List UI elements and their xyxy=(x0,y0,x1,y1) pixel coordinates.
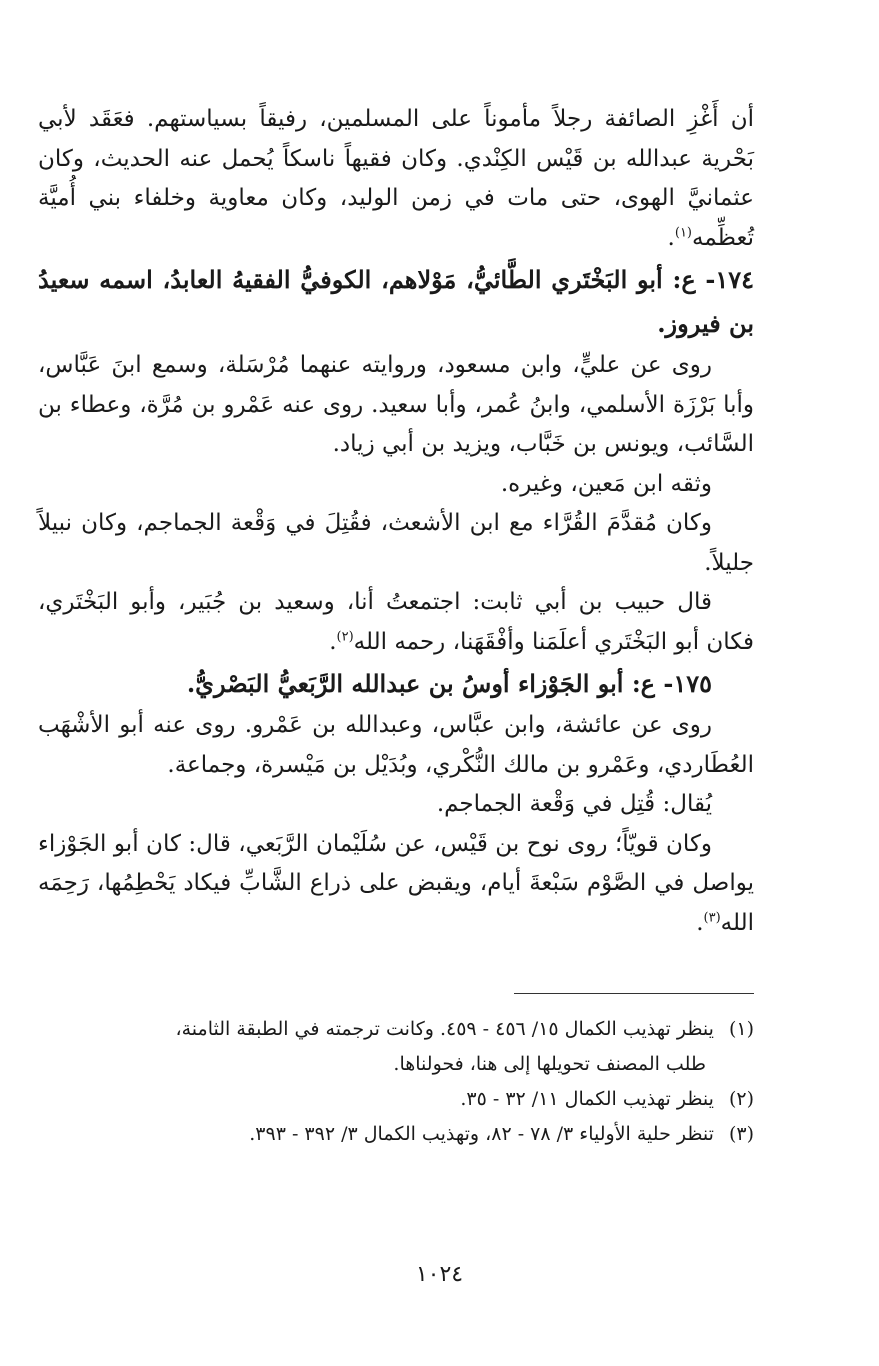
footnote-1-continuation: طلب المصنف تحويلها إلى هنا، فحولناها. xyxy=(393,1053,706,1075)
paragraph-continuation: أن أَغْزِ الصائفة رجلاً مأموناً على المسلمين، رفيقاً بسياستهم. فعَقَد لأبي بَحْرية عبدالله بن قَيْس الكِنْدي. وكان فقيهاً ناسكاً يُحمل عنه الحديث، وكان عثمانيَّ الهوى، حتى مات في زمن الوليد، وكان معاوية وخلفاء بني أُميَّة تُعظِّمه$^{(١)}$. xyxy=(38,106,754,251)
paragraph-narrators-175: روى عن عائشة، وابن عبَّاس، وعبدالله بن عَمْرو. روى عنه أبو الأشْهَب العُطَاردي، وعَمْرو بن مالك النُّكْري، وبُدَيْل بن مَيْسرة، وجماعة. xyxy=(38,712,754,778)
paragraph-quote-174: قال حبيب بن أبي ثابت: اجتمعتُ أنا، وسعيد بن جُبَير، وأبو البَخْتَري، فكان أبو البَخْتَري أعلَمَنا وأفْقَهَنا، رحمه الله$^{(٢)}$. xyxy=(38,589,754,655)
paragraph-narrators-174: روى عن عليٍّ، وابن مسعود، وروايته عنهما مُرْسَلة، وسمع ابنَ عَبَّاس، وأبا بَرْزَة الأسلمي، وابنُ عُمر، وأبا سعيد. روى عنه عَمْرو بن مُرَّة، وعطاء بن السَّائب، ويونس بن خَبَّاب، ويزيد بن أبي زياد. xyxy=(38,352,754,457)
main-text xyxy=(38,100,754,943)
footnote-3: (٣) تنظر حلية الأولياء ٣/ ٧٨ - ٨٢، وتهذيب الكمال ٣/ ٣٩٢ - ٣٩٣. xyxy=(38,1117,754,1152)
paragraph-death-175: يُقال: قُتِل في وَقْعة الجماجم. xyxy=(436,791,712,817)
footnote-ref-3: (٣) xyxy=(703,909,721,925)
footnote-ref-1: (١) xyxy=(674,224,692,240)
footnote-2: (٢) ينظر تهذيب الكمال ١١/ ٣٢ - ٣٥. xyxy=(38,1082,754,1117)
footnote-number: (١) xyxy=(728,1018,754,1040)
footnote-number: (٢) xyxy=(728,1088,754,1110)
footnote-1: (١) ينظر تهذيب الكمال ١٥/ ٤٥٦ - ٤٥٩. وكانت ترجمته في الطبقة الثامنة، xyxy=(38,1012,754,1047)
footnote-ref-2: (٢) xyxy=(336,628,354,644)
footnote-number: (٣) xyxy=(728,1123,754,1145)
entry-heading-174: ١٧٤- ع: أبو البَخْتَري الطَّائيُّ، مَوْلاهم، الكوفيُّ الفقيهُ العابدُ، اسمه سعيدُ بن فيروز. xyxy=(38,265,754,338)
footnotes xyxy=(38,1012,754,1152)
footnote-separator xyxy=(514,993,754,994)
paragraph-story-175: وكان قويّاً؛ روى نوح بن قَيْس، عن سُلَيْمان الرَّبَعي، قال: كان أبو الجَوْزاء يواصل في الصَّوْم سَبْعةَ أيام، ويقبض على ذراع الشَّابِّ فيكاد يَحْطِمُها، رَحِمَه الله$^{(٣)}$. xyxy=(38,830,754,936)
entry-heading-175: ١٧٥- ع: أبو الجَوْزاء أوسُ بن عبدالله الرَّبَعيُّ البَصْريُّ. xyxy=(186,669,712,698)
page-number: ١٠٢٤ xyxy=(415,1262,464,1287)
paragraph-death-174: وكان مُقدَّمَ القُرَّاء مع ابن الأشعث، فقُتِلَ في وَقْعة الجماجم، وكان نبيلاً جليلاً. xyxy=(38,510,754,576)
paragraph-tawthiq-174: وثقه ابن مَعين، وغيره. xyxy=(500,470,712,497)
